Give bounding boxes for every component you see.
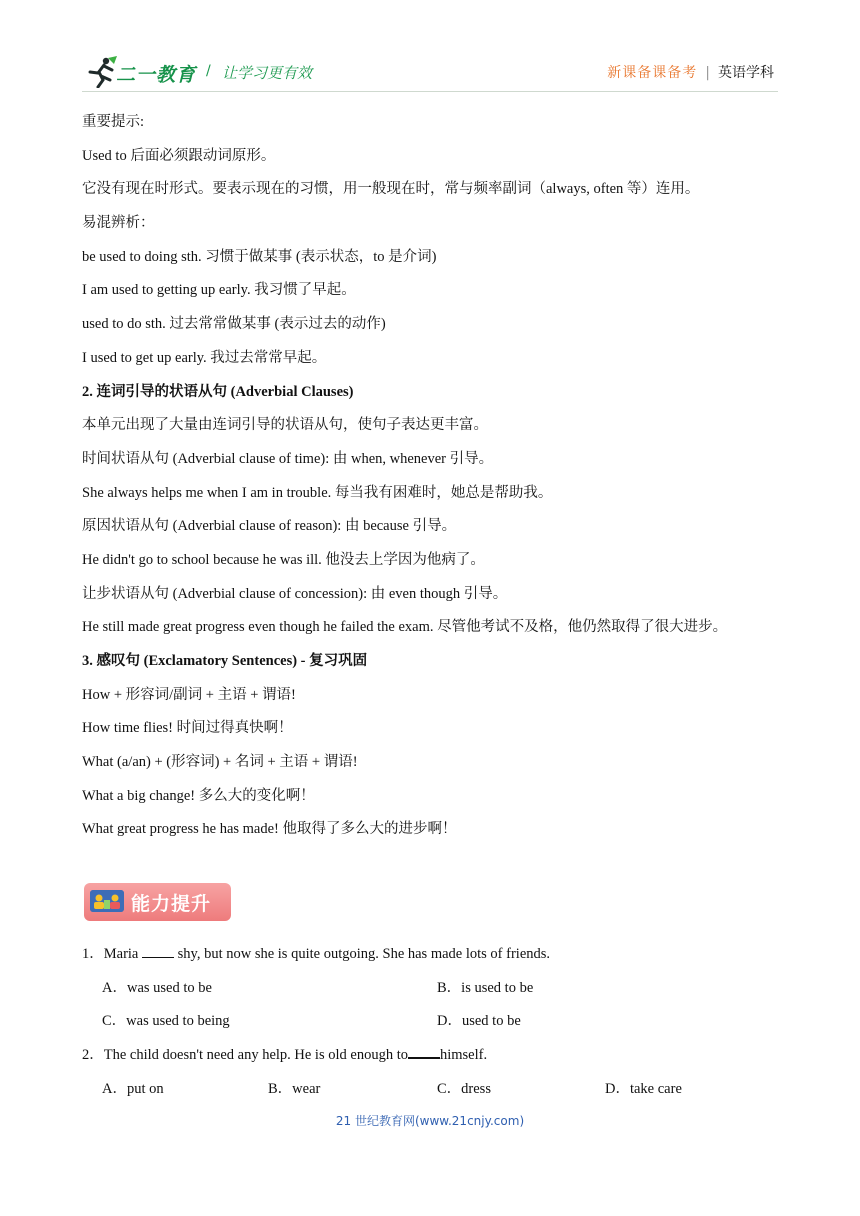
option-b[interactable]: B．is used to be bbox=[437, 979, 534, 996]
option-c[interactable]: C．was used to being bbox=[102, 1013, 230, 1030]
text-line: He still made great progress even though he failed the exam. 尽管他考试不及格，他仍然取得了很大进步。 bbox=[82, 619, 728, 636]
section-heading: 3. 感叹句 (Exclamatory Sentences) - 复习巩固 bbox=[82, 653, 368, 669]
option-row bbox=[82, 974, 782, 1008]
text-line: 它没有现在时形式。要表示现在的习惯，用一般现在时，常与频率副词（always, often 等）连用。 bbox=[82, 181, 700, 198]
option-row bbox=[82, 1075, 782, 1109]
exercise-list bbox=[82, 940, 782, 1108]
page-header bbox=[0, 0, 860, 100]
header-slash: / bbox=[206, 63, 211, 79]
text-line: Used to 后面必须跟动词原形。 bbox=[82, 147, 276, 164]
text-line: be used to doing sth. 习惯于做某事 (表示状态，to 是介词) bbox=[82, 248, 437, 265]
text-line: I used to get up early. 我过去常常早起。 bbox=[82, 349, 327, 366]
logo-wordmark: 二一教育 bbox=[116, 64, 197, 86]
section-heading: 2. 连词引导的状语从句 (Adverbial Clauses) bbox=[82, 383, 354, 400]
page-footer: 21 世纪教育网(www.21cnjy.com) bbox=[335, 1114, 525, 1128]
notes-body bbox=[82, 108, 782, 849]
option-b[interactable]: B．wear bbox=[268, 1080, 321, 1097]
badge-label: 能力提升 bbox=[131, 893, 212, 915]
option-a[interactable]: A．put on bbox=[102, 1080, 164, 1097]
text-line: He didn't go to school because he was ill. 他没去上学因为他病了。 bbox=[82, 551, 485, 568]
option-row bbox=[82, 1007, 782, 1041]
option-d[interactable]: D．used to be bbox=[437, 1013, 521, 1030]
text-line: How time flies! 时间过得真快啊！ bbox=[82, 720, 293, 737]
header-course-label: 新课备课备考 bbox=[607, 65, 698, 81]
section-badge bbox=[84, 883, 231, 921]
text-line: What (a/an) + (形容词) + 名词 + 主语 + 谓语! bbox=[82, 754, 358, 771]
text-line: used to do sth. 过去常常做某事 (表示过去的动作) bbox=[82, 316, 386, 333]
runner-icon bbox=[84, 56, 118, 88]
question-text: 2．The child doesn't need any help. He is old enough to bbox=[82, 1047, 408, 1064]
text-line: 易混辨析： bbox=[82, 215, 155, 232]
answer-blank[interactable] bbox=[142, 943, 174, 958]
option-d[interactable]: D．take care bbox=[605, 1080, 682, 1097]
header-divider: | bbox=[705, 65, 710, 81]
text-line: How + 形容词/副词 + 主语 + 谓语! bbox=[82, 686, 296, 703]
question-stem bbox=[82, 940, 782, 974]
text-line: 时间状语从句 (Adverbial clause of time): 由 when, whenever 引导。 bbox=[82, 450, 494, 467]
header-rule bbox=[82, 91, 778, 92]
question-text: himself. bbox=[439, 1047, 488, 1064]
brand-logo bbox=[84, 56, 197, 88]
text-line: What great progress he has made! 他取得了多么大的进步啊！ bbox=[82, 821, 457, 838]
header-subject: 英语学科 bbox=[718, 65, 774, 81]
text-line: She always helps me when I am in trouble. 每当我有困难时，她总是帮助我。 bbox=[82, 484, 553, 501]
text-line: What a big change! 多么大的变化啊！ bbox=[82, 787, 315, 804]
text-line: 原因状语从句 (Adverbial clause of reason): 由 because 引导。 bbox=[82, 518, 457, 535]
people-icon bbox=[90, 890, 124, 912]
header-slogan: 让学习更有效 bbox=[222, 64, 313, 82]
text-line: 让步状语从句 (Adverbial clause of concession): 由 even though 引导。 bbox=[82, 585, 508, 602]
question-stem bbox=[82, 1041, 782, 1075]
text-line: 重要提示: bbox=[82, 114, 145, 130]
text-line: I am used to getting up early. 我习惯了早起。 bbox=[82, 282, 356, 299]
question-text: shy, but now she is quite outgoing. She has made lots of friends. bbox=[174, 946, 551, 962]
answer-blank[interactable] bbox=[408, 1043, 440, 1059]
question-text: 1．Maria bbox=[82, 946, 142, 962]
option-a[interactable]: A．was used to be bbox=[102, 979, 212, 996]
option-c[interactable]: C．dress bbox=[437, 1080, 491, 1097]
text-line: 本单元出现了大量由连词引导的状语从句，使句子表达更丰富。 bbox=[82, 417, 488, 434]
header-right bbox=[607, 62, 774, 82]
